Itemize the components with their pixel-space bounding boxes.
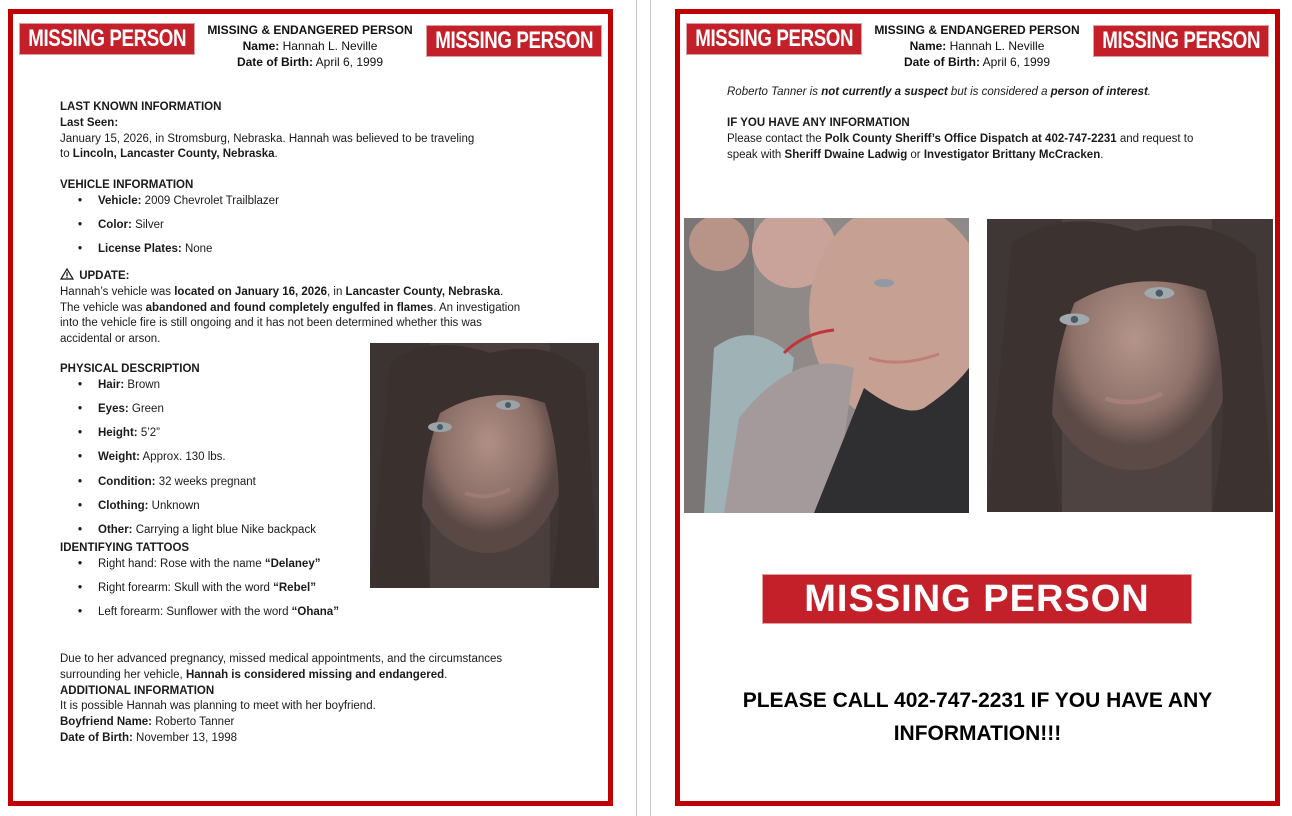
list-item: • Weight: Approx. 130 lbs.	[60, 450, 360, 474]
update-line: Hannah’s vehicle was located on January 16, 2026, in Lancaster County, Nebraska.	[60, 285, 504, 298]
update-line: into the vehicle fire is still ongoing and it has not been determined whether this was	[60, 317, 482, 330]
poster-title: MISSING & ENDANGERED PERSON	[874, 23, 1080, 37]
group-photo	[684, 218, 969, 513]
summary-section	[60, 652, 580, 747]
list-item: • License Plates: None	[60, 242, 530, 266]
poster-header	[200, 22, 420, 70]
physical-section	[60, 362, 360, 629]
section-heading: IF YOU HAVE ANY INFORMATION	[727, 117, 910, 129]
name-line: Name: Hannah L. Neville	[909, 39, 1045, 53]
section-heading: PHYSICAL DESCRIPTION	[60, 363, 200, 375]
contact-section	[727, 116, 1247, 163]
summary-line: surrounding her vehicle, Hannah is considered missing and endangered.	[60, 668, 448, 681]
list-item: • Eyes: Green	[60, 402, 360, 426]
section-heading: LAST KNOWN INFORMATION	[60, 101, 222, 113]
list-item: • Vehicle: 2009 Chevrolet Trailblazer	[60, 194, 530, 218]
missing-person-badge: MISSING PERSON	[426, 25, 602, 57]
missing-person-badge: MISSING PERSON	[19, 23, 195, 55]
update-section	[60, 268, 570, 348]
hannah-photo	[987, 219, 1273, 512]
additional-text: It is possible Hannah was planning to meet with her boyfriend.	[60, 700, 376, 713]
section-heading: ADDITIONAL INFORMATION	[60, 684, 215, 697]
hannah-photo	[370, 343, 599, 588]
list-item: • Hair: Brown	[60, 378, 360, 402]
list-item: • Color: Silver	[60, 218, 530, 242]
physical-list	[60, 378, 360, 541]
poster-header	[867, 22, 1087, 70]
destination-line: to Lincoln, Lancaster County, Nebraska.	[60, 148, 278, 161]
list-item: • Right forearm: Skull with the word “Rebel”	[60, 581, 360, 605]
list-item: • Left forearm: Sunflower with the word “Ohana”	[60, 605, 360, 629]
update-line: The vehicle was abandoned and found completely engulfed in flames. An investigation	[60, 301, 521, 314]
poi-line: Roberto Tanner is not currently a suspect but is considered a person of interest.	[727, 86, 1151, 98]
missing-person-banner: MISSING PERSON	[762, 574, 1192, 624]
vehicle-section	[60, 178, 530, 266]
last-known-section	[60, 100, 530, 163]
list-item: • Other: Carrying a light blue Nike backpack	[60, 523, 360, 541]
missing-person-badge: MISSING PERSON	[1093, 25, 1269, 57]
update-line: accidental or arson.	[60, 333, 161, 346]
contact-line: Please contact the Polk County Sheriff’s Office Dispatch at 402-747-2231 and request to	[727, 132, 1194, 145]
vehicle-list	[60, 194, 530, 267]
update-heading: UPDATE:	[60, 268, 570, 285]
section-heading: IDENTIFYING TATTOOS	[60, 541, 190, 554]
missing-person-badge: MISSING PERSON	[686, 23, 862, 55]
summary-line: Due to her advanced pregnancy, missed medical appointments, and the circumstances	[60, 653, 503, 665]
list-item: • Right hand: Rose with the name “Delaney”	[60, 557, 360, 581]
page-divider	[636, 0, 637, 816]
tattoo-list	[60, 557, 360, 630]
dob-line: Date of Birth: April 6, 1999	[903, 55, 1051, 69]
name-line: Name: Hannah L. Neville	[242, 39, 378, 53]
poster-title: MISSING & ENDANGERED PERSON	[207, 23, 413, 37]
last-seen-text: January 15, 2026, in Stromsburg, Nebraska. Hannah was believed to be traveling	[60, 132, 475, 145]
boyfriend-line: Boyfriend Name: Roberto Tanner	[60, 716, 235, 729]
list-item: • Clothing: Unknown	[60, 499, 360, 523]
page-divider	[650, 0, 651, 816]
list-item: • Condition: 32 weeks pregnant	[60, 475, 360, 499]
list-item: • Height: 5’2”	[60, 426, 360, 450]
last-seen-label: Last Seen:	[60, 116, 119, 129]
dob-line: Date of Birth: April 6, 1999	[236, 55, 384, 69]
contact-line: speak with Sheriff Dwaine Ladwig or Investigator Brittany McCracken.	[727, 148, 1104, 161]
boyfriend-dob-line: Date of Birth: November 13, 1998	[60, 731, 238, 744]
section-heading: VEHICLE INFORMATION	[60, 179, 194, 191]
call-to-action: PLEASE CALL 402-747-2231 IF YOU HAVE ANY INFORMATION!!!	[742, 689, 1213, 745]
warning-icon	[60, 268, 74, 280]
